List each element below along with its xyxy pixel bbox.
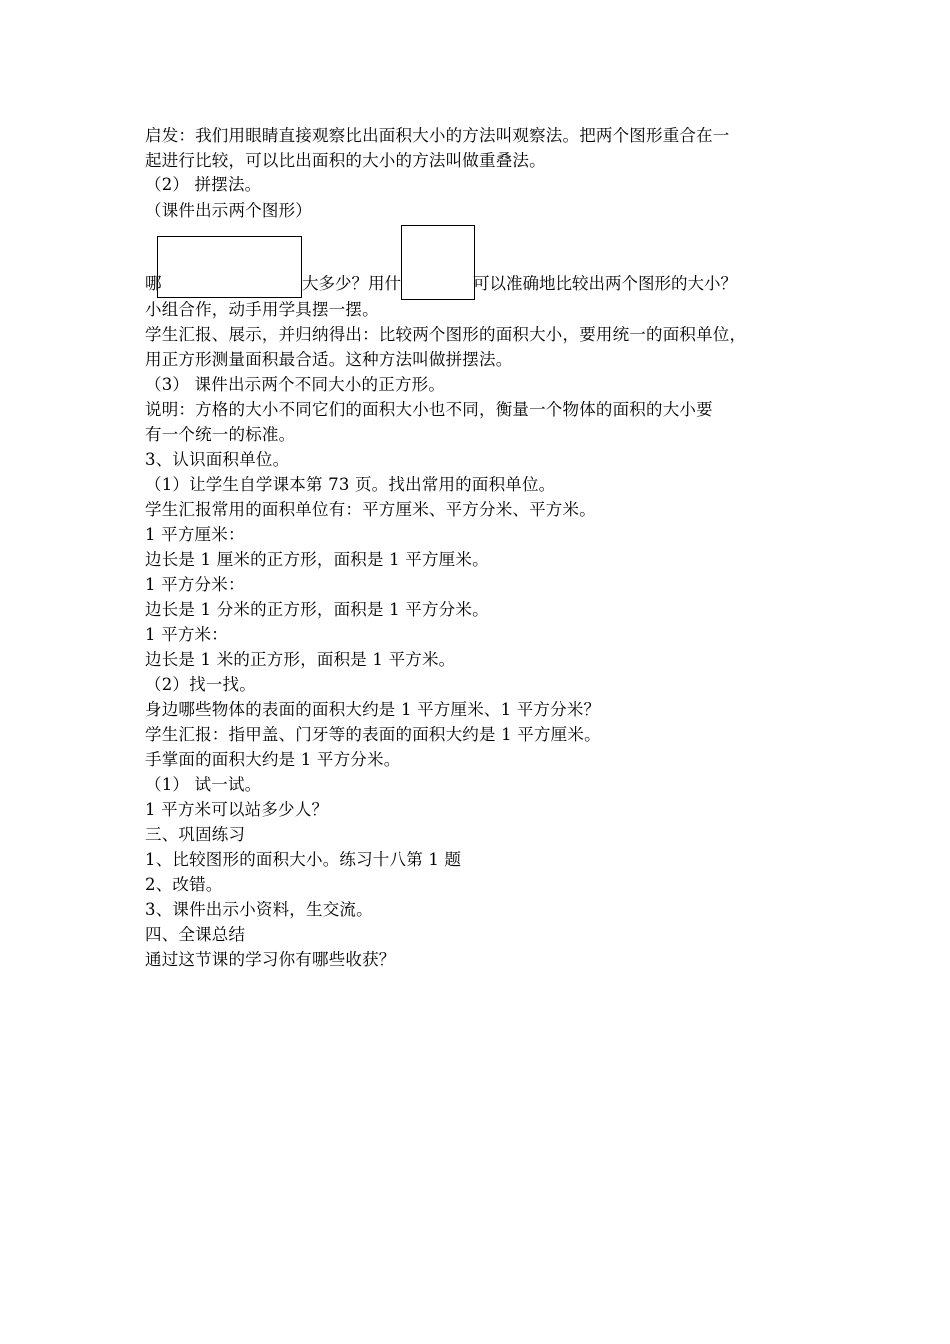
text-line: （2）找一找。 (145, 675, 256, 694)
text-line: （2） 拼摆法。 (145, 175, 262, 194)
text-line: 通过这节课的学习你有哪些收获？ (145, 950, 396, 969)
figure-text-start: 哪 (145, 274, 162, 293)
text-line: 起进行比较，可以比出面积的大小的方法叫做重叠法。 (145, 151, 546, 170)
text-line: （课件出示两个图形） (145, 201, 312, 220)
text-line: 1、比较图形的面积大小。练习十八第 1 题 (145, 850, 462, 869)
text-line: 2、改错。 (145, 875, 223, 894)
text-line: 学生汇报：指甲盖、门牙等的表面的面积大约是 1 平方厘米。 (145, 725, 601, 744)
section-heading: 四、全课总结 (145, 925, 246, 944)
text-line: 学生汇报、展示，并归纳得出：比较两个图形的面积大小，要用统一的面积单位， (145, 325, 747, 344)
text-line: 手掌面的面积大约是 1 平方分米。 (145, 750, 401, 769)
text-line: 启发：我们用眼睛直接观察比出面积大小的方法叫观察法。把两个图形重合在一 (145, 126, 730, 145)
text-line: 1 平方米可以站多少人？ (145, 800, 329, 819)
rectangle-figure (157, 236, 302, 298)
text-line: 边长是 1 米的正方形，面积是 1 平方米。 (145, 650, 456, 669)
text-line: 边长是 1 分米的正方形，面积是 1 平方分米。 (145, 600, 489, 619)
text-line: 说明：方格的大小不同它们的面积大小也不同，衡量一个物体的面积的大小要 (145, 400, 713, 419)
text-line: 有一个统一的标准。 (145, 425, 296, 444)
text-line: （1） 试一试。 (145, 775, 262, 794)
text-line: 1 平方分米： (145, 575, 245, 594)
text-line: 边长是 1 厘米的正方形，面积是 1 平方厘米。 (145, 550, 489, 569)
text-line: 1 平方厘米： (145, 525, 245, 544)
text-line: （3） 课件出示两个不同大小的正方形。 (145, 375, 446, 394)
text-line: （1）让学生自学课本第 73 页。找出常用的面积单位。 (145, 475, 556, 494)
section-heading: 三、巩固练习 (145, 825, 246, 844)
text-line: 小组合作，动手用学具摆一摆。 (145, 300, 379, 319)
text-line: 3、课件出示小资料，生交流。 (145, 900, 373, 919)
figure-text-middle: 大多少？用什 (302, 274, 401, 293)
square-figure (401, 225, 475, 300)
text-line: 1 平方米： (145, 625, 228, 644)
section-heading: 3、认识面积单位。 (145, 450, 290, 469)
text-line: 用正方形测量面积最合适。这种方法叫做拼摆法。 (145, 350, 513, 369)
figure-text-end: 可以准确地比较出两个图形的大小？ (473, 274, 737, 293)
text-line: 身边哪些物体的表面的面积大约是 1 平方厘米、1 平方分米？ (145, 700, 601, 719)
figure-question-line (145, 272, 737, 296)
text-line: 学生汇报常用的面积单位有：平方厘米、平方分米、平方米。 (145, 500, 596, 519)
